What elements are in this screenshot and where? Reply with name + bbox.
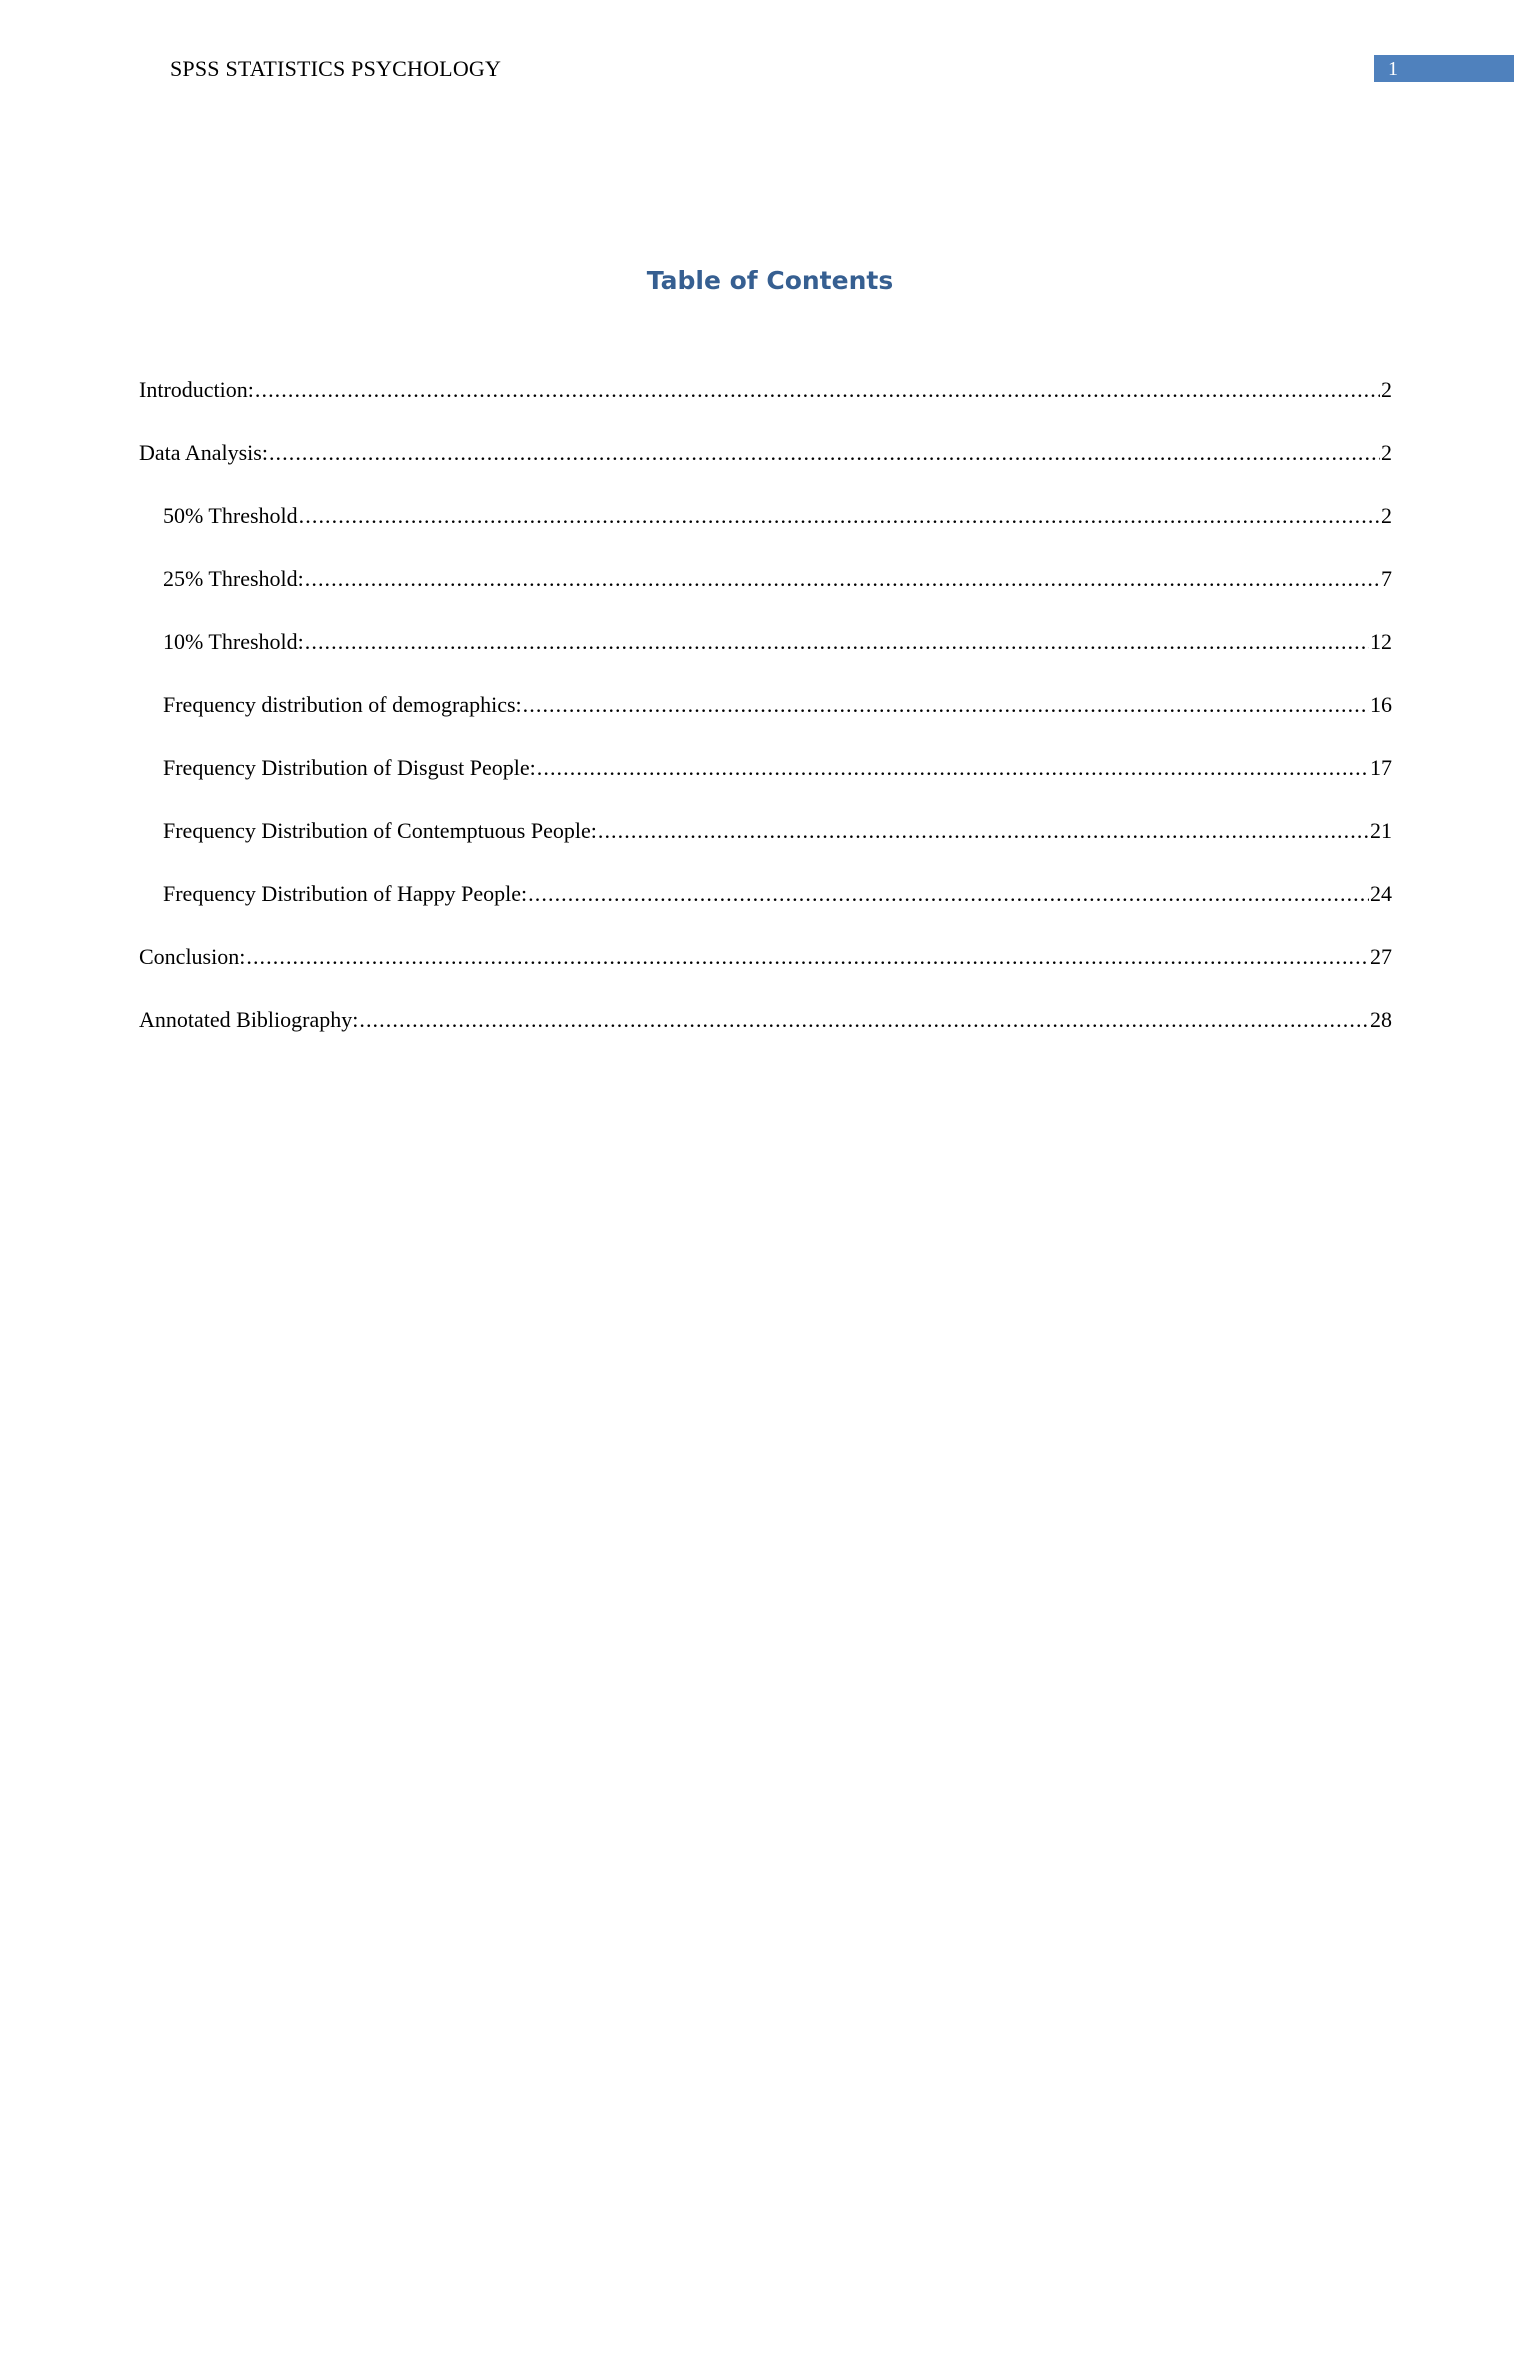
toc-entry-page: 2 [1381,377,1392,402]
toc-entry-frequency-contemptuous[interactable] [139,811,1392,874]
toc-entry-label: 25% Threshold: [163,559,304,599]
toc-entry-page: 7 [1381,566,1392,591]
toc-dot-leader [537,748,1369,788]
toc-dot-leader [269,433,1380,473]
toc-entry-page: 24 [1370,881,1392,906]
toc-heading: Table of Contents [646,266,894,295]
toc-entry-annotated-bibliography[interactable] [139,1000,1392,1063]
toc-entry-page: 28 [1370,1007,1392,1032]
toc-dot-leader [246,937,1369,977]
toc-dot-leader [528,874,1369,914]
toc-entry-page: 16 [1370,692,1392,717]
toc-dot-leader [305,622,1369,662]
toc-dot-leader [299,496,1380,536]
toc-entry-frequency-disgust[interactable] [139,748,1392,811]
toc-entry-label: Conclusion: [139,937,245,977]
toc-entry-page: 2 [1381,440,1392,465]
toc-entry-label: Frequency Distribution of Contemptuous People: [163,811,597,851]
toc-entry-label: 50% Threshold [163,496,298,536]
running-header-title: SPSS STATISTICS PSYCHOLOGY [170,56,502,81]
table-of-contents [139,370,1392,1063]
toc-dot-leader [359,1000,1369,1040]
toc-entry-page: 21 [1370,818,1392,843]
toc-entry-page: 17 [1370,755,1392,780]
toc-entry-label: Introduction: [139,370,254,410]
toc-entry-frequency-happy[interactable] [139,874,1392,937]
toc-entry-label: Frequency Distribution of Happy People: [163,874,527,914]
toc-entry-label: Data Analysis: [139,433,268,473]
page-number-box [1374,55,1514,82]
toc-entry-50-threshold[interactable] [139,496,1392,559]
toc-entry-introduction[interactable] [139,370,1392,433]
toc-entry-conclusion[interactable] [139,937,1392,1000]
toc-entry-10-threshold[interactable] [139,622,1392,685]
toc-entry-frequency-demographics[interactable] [139,685,1392,748]
toc-dot-leader [598,811,1369,851]
page-number: 1 [1388,58,1398,80]
toc-dot-leader [523,685,1369,725]
toc-dot-leader [305,559,1380,599]
toc-entry-data-analysis[interactable] [139,433,1392,496]
toc-entry-label: Annotated Bibliography: [139,1000,358,1040]
toc-entry-page: 2 [1381,503,1392,528]
toc-entry-label: Frequency distribution of demographics: [163,685,522,725]
toc-entry-label: Frequency Distribution of Disgust People: [163,748,536,788]
toc-entry-page: 27 [1370,944,1392,969]
toc-entry-25-threshold[interactable] [139,559,1392,622]
toc-dot-leader [255,370,1380,410]
toc-entry-page: 12 [1370,629,1392,654]
toc-entry-label: 10% Threshold: [163,622,304,662]
